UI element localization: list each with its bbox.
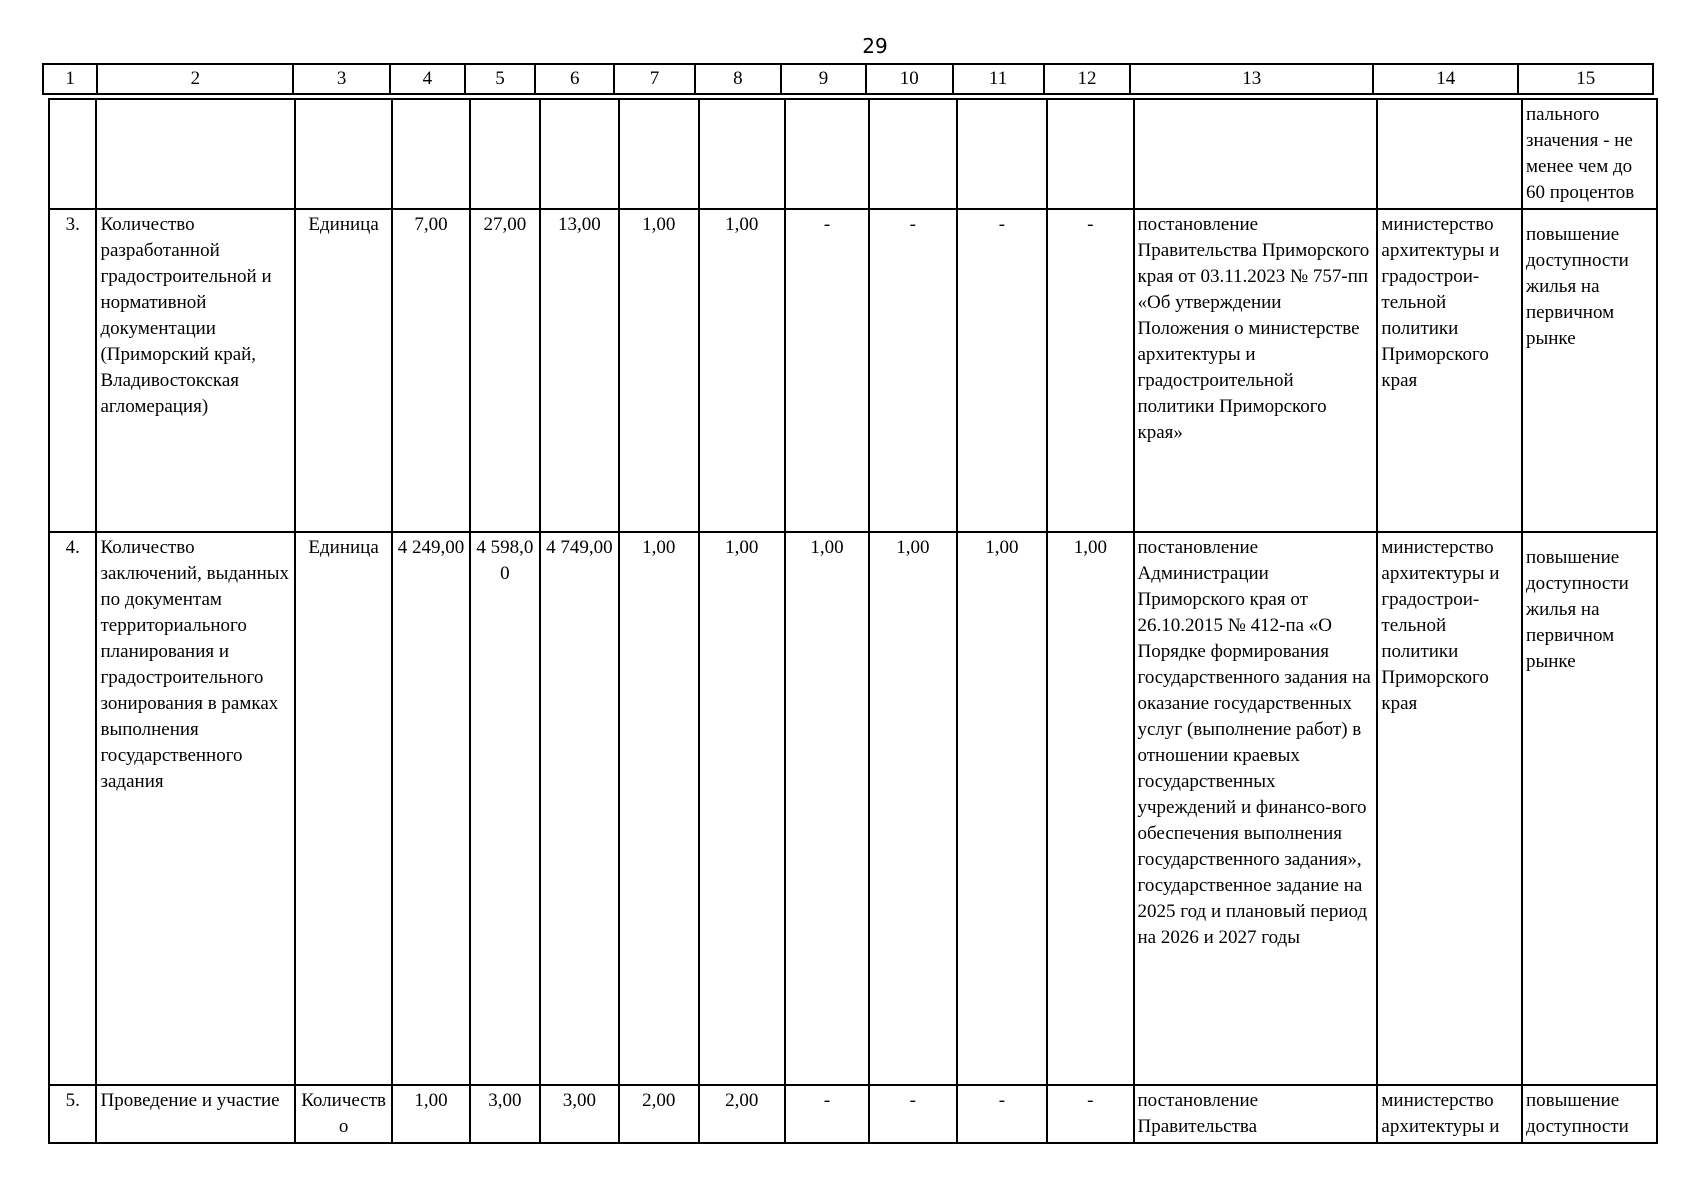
- cell-value: 2,00: [699, 1085, 785, 1143]
- cell-responsible: [1377, 99, 1522, 209]
- cell-value: 3,00: [470, 1085, 540, 1143]
- cell-value: 1,00: [619, 532, 699, 1085]
- cell-indicator: Количество разработанной градостроительной и нормативной документации (Приморский край, Владивостокская агломерация): [96, 209, 295, 532]
- cell-document: [1134, 99, 1378, 209]
- cell-value: [1047, 99, 1133, 209]
- cell-value: 13,00: [540, 209, 619, 532]
- cell-indicator: Количество заключений, выданных по документам территориального планирования и градостроительного зонирования в рамках выполнения государственного задания: [96, 532, 295, 1085]
- cell-value: 2,00: [619, 1085, 699, 1143]
- header-cell: 4: [390, 64, 465, 94]
- cell-document: постановление Правительства: [1134, 1085, 1378, 1143]
- header-cell: 15: [1518, 64, 1653, 94]
- cell-value: -: [1047, 1085, 1133, 1143]
- cell-value: 3,00: [540, 1085, 619, 1143]
- table-row: [49, 532, 1657, 1085]
- cell-value: -: [785, 209, 869, 532]
- cell-value: 1,00: [957, 532, 1048, 1085]
- cell-number: 3.: [49, 209, 96, 532]
- cell-value: 1,00: [869, 532, 956, 1085]
- cell-result: повышение доступности жилья на первичном рынке: [1522, 209, 1657, 532]
- header-cell: 5: [465, 64, 535, 94]
- cell-value: 4 598,00: [470, 532, 540, 1085]
- page-number: 29: [862, 34, 888, 58]
- header-cell: 1: [43, 64, 97, 94]
- indicators-table: [48, 98, 1658, 1144]
- cell-value: [392, 99, 470, 209]
- table-row: [49, 1085, 1657, 1143]
- cell-value: [785, 99, 869, 209]
- cell-value: -: [957, 209, 1048, 532]
- cell-value: [699, 99, 785, 209]
- cell-value: -: [869, 209, 956, 532]
- cell-value: 4 249,00: [392, 532, 470, 1085]
- header-cell: 8: [695, 64, 782, 94]
- cell-value: 7,00: [392, 209, 470, 532]
- cell-value: 4 749,00: [540, 532, 619, 1085]
- header-row: [43, 64, 1653, 94]
- cell-value: [619, 99, 699, 209]
- cell-value: 1,00: [1047, 532, 1133, 1085]
- header-cell: 7: [614, 64, 694, 94]
- cell-unit: Единица: [295, 532, 392, 1085]
- cell-responsible: министерство архитектуры и: [1377, 1085, 1522, 1143]
- cell-value: [869, 99, 956, 209]
- cell-unit: Единица: [295, 209, 392, 532]
- cell-value: -: [1047, 209, 1133, 532]
- cell-result: повышение доступности: [1522, 1085, 1657, 1143]
- cell-value: 1,00: [392, 1085, 470, 1143]
- cell-value: 1,00: [619, 209, 699, 532]
- cell-value: 27,00: [470, 209, 540, 532]
- cell-value: 1,00: [699, 532, 785, 1085]
- header-cell: 12: [1044, 64, 1131, 94]
- cell-indicator: [96, 99, 295, 209]
- cell-indicator: Проведение и участие: [96, 1085, 295, 1143]
- cell-result: пального значения - не менее чем до 60 процентов: [1522, 99, 1657, 209]
- cell-value: -: [957, 1085, 1048, 1143]
- cell-value: [540, 99, 619, 209]
- cell-responsible: министерство архитектуры и градострои-тельной политики Приморского края: [1377, 209, 1522, 532]
- table-row: [49, 209, 1657, 532]
- header-cell: 14: [1373, 64, 1518, 94]
- cell-document: постановление Администрации Приморского края от 26.10.2015 № 412-па «О Порядке формирования государственного задания на оказание государственных услуг (выполнение работ) в отношении краевых государственных учреждений и финансо-вого обеспечения выполнения государственного задания», государственное задание на 2025 год и плановый период на 2026 и 2027 годы: [1134, 532, 1378, 1085]
- cell-value: -: [869, 1085, 956, 1143]
- table-row: [49, 99, 1657, 209]
- cell-number: [49, 99, 96, 209]
- header-cell: 6: [535, 64, 614, 94]
- header-cell: 9: [781, 64, 866, 94]
- cell-value: -: [785, 1085, 869, 1143]
- header-cell: 13: [1130, 64, 1373, 94]
- cell-value: 1,00: [785, 532, 869, 1085]
- cell-document: постановление Правительства Приморского края от 03.11.2023 № 757-пп «Об утверждении Положения о министерстве архитектуры и градостроительной политики Приморского края»: [1134, 209, 1378, 532]
- header-cell: 11: [953, 64, 1044, 94]
- cell-unit: [295, 99, 392, 209]
- cell-value: 1,00: [699, 209, 785, 532]
- header-cell: 3: [293, 64, 389, 94]
- cell-value: [470, 99, 540, 209]
- cell-result: повышение доступности жилья на первичном рынке: [1522, 532, 1657, 1085]
- cell-value: [957, 99, 1048, 209]
- cell-unit: Количество: [295, 1085, 392, 1143]
- cell-number: 5.: [49, 1085, 96, 1143]
- cell-responsible: министерство архитектуры и градострои-тельной политики Приморского края: [1377, 532, 1522, 1085]
- header-cell: 10: [866, 64, 953, 94]
- header-cell: 2: [97, 64, 293, 94]
- column-number-header: [42, 63, 1654, 95]
- cell-number: 4.: [49, 532, 96, 1085]
